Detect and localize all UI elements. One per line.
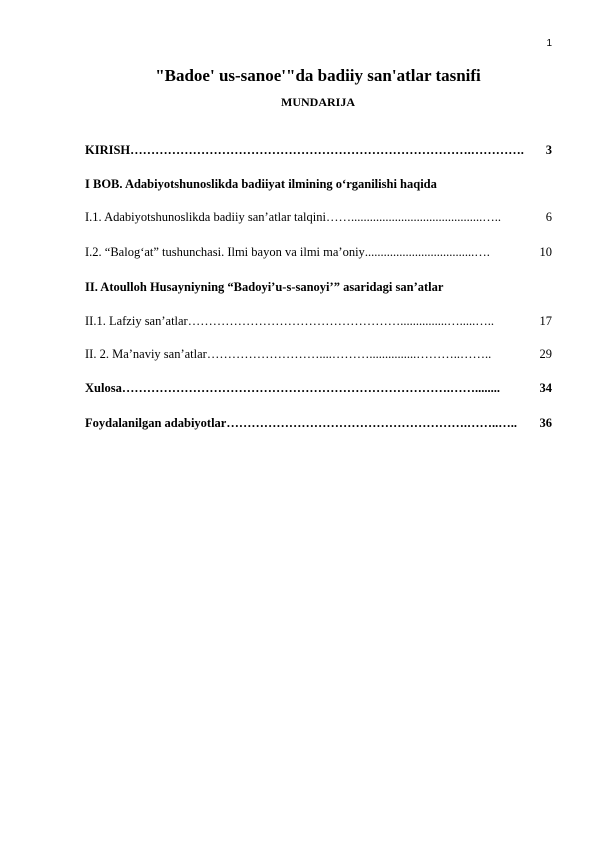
toc-entry-leader: ...................................…. <box>364 245 490 259</box>
toc-entry-1-1 <box>85 210 552 225</box>
toc-entry-page: 17 <box>539 314 552 328</box>
toc-entry-text: Foydalanilgan adabiyotlar <box>85 416 227 430</box>
toc-entry-leader: ……………………………………………………………………….…………. <box>130 143 524 157</box>
toc-chapter-1: I BOB. Adabiyotshunoslikda badiiyat ilmining o‘rganilishi haqida <box>85 177 437 191</box>
toc-entry-text: I.1. Adabiyotshunoslikda badiiy san’atlar talqini <box>85 210 326 224</box>
toc-entry-page: 3 <box>545 143 552 157</box>
toc-entry-page: 36 <box>539 416 552 430</box>
toc-entry-text: II.1. Lafziy san’atlar <box>85 314 188 328</box>
toc-entry-adabiyotlar <box>85 416 552 431</box>
toc-entry-page: 10 <box>539 245 552 259</box>
toc-entry-text: I.2. “Balog‘at” tushunchasi. Ilmi bayon va ilmi ma’oniy <box>85 245 365 259</box>
toc-entry-text: KIRISH <box>85 143 131 157</box>
toc-chapter-2: II. Atoulloh Husayniyning “Badoyi’u-s-sanoyi’” asaridagi san’atlar <box>85 280 444 294</box>
toc-entry-page: 29 <box>539 347 552 361</box>
toc-entry-leader: …………………………………………………………………….……........ <box>121 381 500 395</box>
toc-entry-xulosa <box>85 381 552 396</box>
toc-entry-text: Xulosa <box>85 381 122 395</box>
toc-entry-kirish <box>85 143 552 158</box>
toc-entry-page: 34 <box>539 381 552 395</box>
toc-entry-page: 6 <box>545 210 552 224</box>
toc-entry-text: II. 2. Ma’naviy san’atlar <box>85 347 207 361</box>
toc-entry-1-2 <box>85 245 552 260</box>
toc-entry-2-1 <box>85 314 552 329</box>
toc-entry-leader: ……..........................................….. <box>325 210 501 224</box>
toc-entry-leader: ………………………....………...............………..…….. <box>206 347 492 361</box>
toc-entry-2-2 <box>85 347 552 362</box>
page-number: 1 <box>546 38 552 49</box>
toc-entry-leader: ………………………………………………….……..….. <box>226 416 517 430</box>
document-title: "Badoe' us-sanoe'"da badiiy san'atlar tasnifi <box>155 66 481 85</box>
toc-heading: MUNDARIJA <box>281 95 355 109</box>
toc-entry-leader: ……………………………………………...............….....….. <box>187 314 494 328</box>
